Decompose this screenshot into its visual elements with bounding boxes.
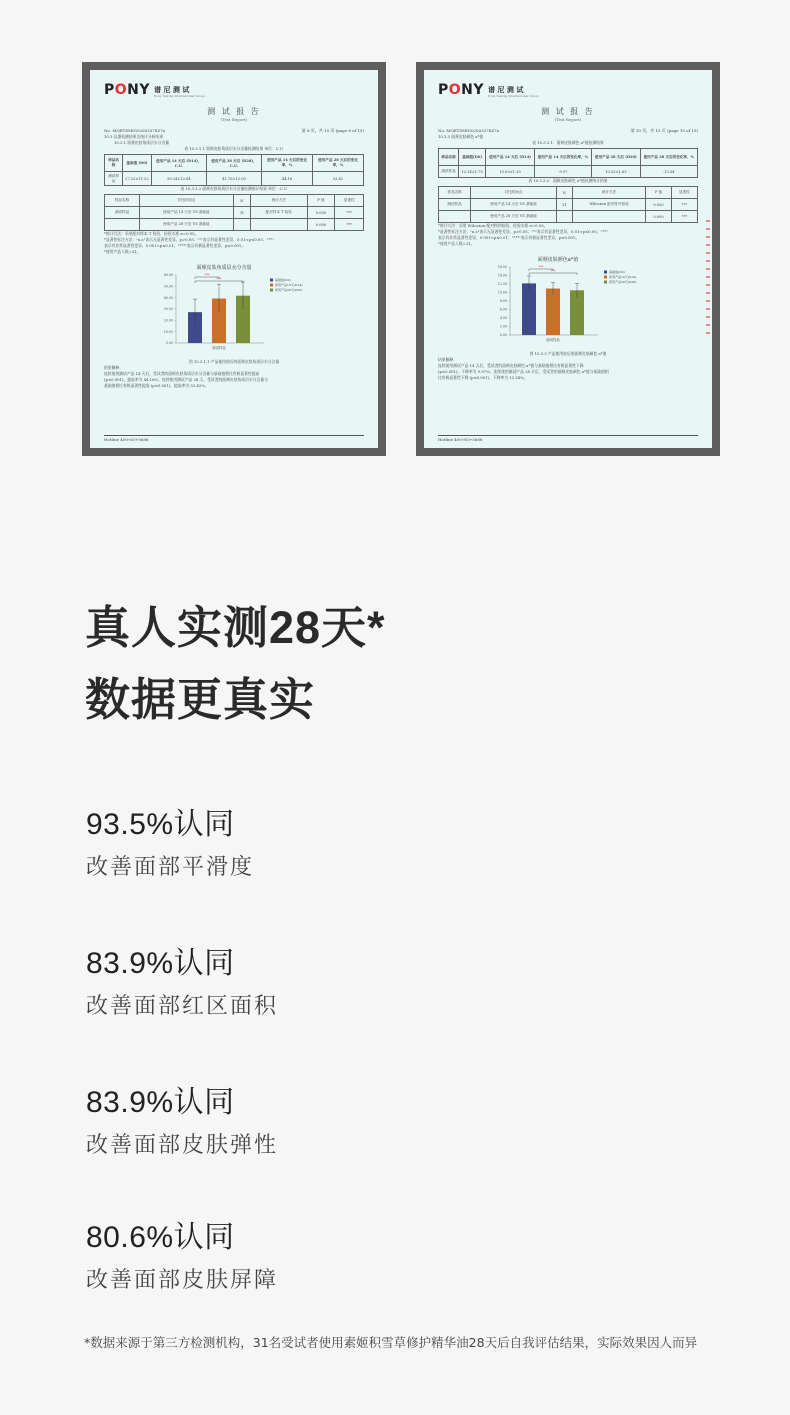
- legend-swatch: [270, 284, 273, 287]
- table-cell: 配对样本 T 检验: [250, 207, 307, 219]
- report-number: No. MQETSMIG02003378Z7a: [104, 128, 166, 133]
- conclusion-line: (p≤0.001)，下降率为 9.97%；连续使用测试产品 28 天后，受试者的面颊皮肤颜色 a*值与基础值相: [438, 369, 609, 374]
- legend-label: 使用产品28天(D28): [275, 288, 303, 292]
- logo-en: Pony Testing International Group: [154, 94, 205, 98]
- table-header-cell: N: [556, 187, 572, 199]
- legend-swatch: [270, 289, 273, 292]
- table-cell: -9.97: [534, 166, 591, 178]
- table-cell: 12.14±1.75: [459, 166, 486, 178]
- legend-swatch: [604, 271, 607, 274]
- table-cell: ***: [335, 219, 364, 231]
- y-tick-label: 4.00: [499, 316, 507, 321]
- report-footer: Hotline 400-819-5688: [438, 435, 698, 442]
- report-title: 测 试 报 告: [541, 107, 595, 116]
- table-header-cell: 样品名称: [105, 155, 123, 172]
- conclusion-line: 连续使用测试产品 14 天后，受试者的面颊皮肤颜色 a*值与基础值相比有极显著性下降: [438, 363, 584, 368]
- table1-caption: 表 10.3.1.1 面颊皮肤角质层水分含量检测结果 单位：C.U.: [184, 146, 284, 151]
- table-cell: [572, 211, 646, 223]
- stat-percent: 80.6%认同: [86, 1221, 235, 1254]
- table-cell: [439, 211, 471, 223]
- redness-chart: [468, 253, 668, 351]
- headline: [85, 592, 386, 736]
- y-tick-label: 0.00: [499, 333, 507, 338]
- legend-label: 使用产品14天(D14): [609, 275, 637, 279]
- subsection-heading: 10.3.1 面颊皮肤角质层水分含量: [114, 140, 170, 145]
- stat-item: [86, 1085, 278, 1161]
- table-cell: ***: [335, 207, 364, 219]
- stat-description: 改善面部皮肤弹性: [86, 1133, 279, 1158]
- y-tick-label: 0.00: [165, 341, 173, 346]
- x-category-label: 测试样品: [212, 346, 226, 350]
- red-seal-stamp: [706, 220, 710, 340]
- table-cell: 测试样品: [105, 207, 140, 219]
- y-tick-label: 12.00: [497, 282, 507, 287]
- table-cell: 使用产品 14 天后 VS 基础值: [471, 199, 557, 211]
- stat-description: 改善面部红区面积: [86, 994, 279, 1019]
- conclusion-title: 结果解释：: [104, 365, 123, 370]
- moisture-chart: [134, 261, 334, 359]
- table2-caption: 表 10.3.3.2：面颊皮肤颜色 a*值检测统计结果: [528, 178, 608, 183]
- table-header-cell: 样品名称: [439, 149, 459, 166]
- logo-cn: 谱 尼 测 试: [154, 86, 190, 94]
- table-cell: 0.000: [646, 211, 671, 223]
- table-cell: ***: [671, 199, 697, 211]
- table-cell: 44.16: [262, 172, 313, 186]
- note-line: *显著性标注方法："n.s"表示无显著性差异，p>0.05；"*"表示有显著性差异，0.01<p≤0.05；"**": [104, 237, 274, 242]
- table-header-cell: 基础值 (D0): [123, 155, 152, 172]
- conclusion-line: (p≤0.001)，提高率为 44.16%；连续使用测试产品 28 天，受试者的面颊皮肤角质层水分含量与: [104, 377, 268, 382]
- pony-logo: [104, 82, 364, 98]
- table-header-cell: 统计方法: [572, 187, 646, 199]
- stat-item: [86, 946, 278, 1022]
- table-header-cell: 对比时间点: [140, 195, 233, 207]
- chart-caption: 图 10.3.1.1 产品使用前后的面颊皮肤角质层水分含量: [188, 359, 280, 364]
- significance-label: ***: [204, 273, 210, 278]
- table-cell: 31: [233, 207, 250, 219]
- note-line: *使用产品人数=31。: [438, 241, 475, 246]
- table-header-cell: 使用产品 28 天后 (D28)，C.U.: [206, 155, 261, 172]
- legend-label: 基础值(D0): [275, 278, 291, 282]
- chart-title: 面颊皮肤角质层水分含量: [196, 265, 252, 271]
- conclusion-line: 连续使用测试产品 14 天后，受试者的面颊皮肤角质层水分含量与基础值相比有极显著性提高: [104, 371, 260, 376]
- table-cell: 测试样品: [105, 172, 123, 186]
- stats-table: [438, 186, 698, 223]
- legend-label: 使用产品14天(D14): [275, 283, 303, 287]
- note-line: *统计方法：采用配对样本 T 检验，检验水准 α=0.05。: [104, 231, 199, 236]
- table1-caption: 表 10.3.3.1：面颊皮肤颜色 a*值检测结果: [532, 140, 604, 145]
- table-cell: 0.000: [307, 207, 335, 219]
- logo-wordmark: PONY: [438, 82, 485, 98]
- y-tick-label: 6.00: [499, 307, 507, 312]
- table-cell: 使用产品 28 天后 VS 基础值: [140, 219, 233, 231]
- stat-percent: 83.9%认同: [86, 947, 235, 980]
- headline-line-1: 真人实测28天*: [85, 602, 386, 653]
- table-header-cell: 显著性: [671, 187, 697, 199]
- y-tick-label: 20.00: [163, 318, 173, 323]
- stat-percent: 93.5%认同: [86, 808, 235, 841]
- table-cell: 31: [556, 199, 572, 211]
- section-heading: 10.3.3 面颊皮肤颜色 a*值: [438, 134, 484, 139]
- table-cell: 41.76±12.00: [206, 172, 261, 186]
- table-cell: 测试样品: [439, 166, 459, 178]
- y-tick-label: 8.00: [499, 299, 507, 304]
- y-tick-label: 50.00: [163, 284, 173, 289]
- y-tick-label: 10.00: [497, 290, 507, 295]
- legend-swatch: [270, 279, 273, 282]
- table-header-cell: 使用产品 28 天后 (D28): [592, 149, 640, 166]
- table-cell: 0.000: [646, 199, 671, 211]
- table2-caption: 表 10.3.1.2 面颊皮肤角质层水分含量检测统计结果 单位：C.U.: [180, 186, 288, 191]
- table-header-cell: 使用产品 14 天后 (D14): [486, 149, 534, 166]
- stat-item: [86, 807, 254, 883]
- table-cell: 27.22±11.52: [123, 172, 152, 186]
- page-number: 第 8 页，共 15 页 (page 8 of 15): [301, 128, 364, 133]
- pony-logo: [438, 82, 698, 98]
- table-header-cell: 显著性: [335, 195, 364, 207]
- test-report-image-2: [416, 62, 720, 456]
- conclusion-line: 基础值相比有极显著性提高 (p≤0.001)，提高率为 53.42%。: [104, 383, 209, 388]
- stat-percent: 83.9%认同: [86, 1086, 235, 1119]
- table-header-cell: 使用产品 28 天后的变化率，%: [640, 149, 697, 166]
- legend-label: 使用产品28天(D28): [609, 280, 637, 284]
- logo-cn: 谱 尼 测 试: [488, 86, 524, 94]
- y-tick-label: 40.00: [163, 295, 173, 300]
- legend-label: 基础值(D0): [609, 270, 625, 274]
- stat-description: 改善面部平滑度: [86, 855, 255, 880]
- y-tick-label: 30.00: [163, 307, 173, 312]
- results-table: [104, 154, 364, 186]
- table-header-cell: 样品名称: [439, 187, 471, 199]
- conclusion-line: 比有极显著性下降 (p≤0.001)，下降率为 13.34%。: [438, 375, 528, 380]
- note-line: *统计方法：采用 Wilcoxon 配对秩和检验，检验水准 α=0.05。: [438, 223, 548, 228]
- stat-description: 改善面部皮肤屏障: [86, 1268, 279, 1293]
- table-cell: 使用产品 28 天后 VS 基础值: [471, 211, 557, 223]
- significance-label: ***: [538, 265, 544, 270]
- table-header-cell: N: [233, 195, 250, 207]
- report-footer: Hotline 400-819-5688: [104, 435, 364, 442]
- table-header-cell: 使用产品 28 天后的变化率，%: [313, 155, 364, 172]
- table-header-cell: 样品名称: [105, 195, 140, 207]
- table-cell: -13.34: [640, 166, 697, 178]
- report-number: No. MQETSMIG02003378Z7a: [438, 128, 500, 133]
- report-title: 测 试 报 告: [207, 107, 261, 116]
- y-tick-label: 10.00: [163, 329, 173, 334]
- table-cell: [250, 219, 307, 231]
- table-header-cell: 使用产品 14 天后的变化率，%: [262, 155, 313, 172]
- table-header-cell: P 值: [307, 195, 335, 207]
- table-cell: [233, 219, 250, 231]
- test-report-page: [90, 70, 378, 448]
- table-cell: 0.000: [307, 219, 335, 231]
- test-report-image-1: [82, 62, 386, 456]
- results-table: [438, 148, 698, 178]
- table-cell: 53.42: [313, 172, 364, 186]
- table-header-cell: 对比时间点: [471, 187, 557, 199]
- table-cell: 39.24±12.64: [151, 172, 206, 186]
- note-line: *显著性标注方法："n.s"表示无显著性差异，p>0.05；"*"表示有显著性差异，0.01<p≤0.05；"**": [438, 229, 608, 234]
- headline-line-2: 数据更真实: [85, 674, 316, 725]
- footnote: *数据来源于第三方检测机构，31名受试者使用素姬积雪草修护精华油28天后自我评估结果，实际效果因人而异: [84, 1335, 698, 1350]
- test-report-page: [424, 70, 712, 448]
- note-line: 表示有非常显著性差异，0.001<p≤0.01；"***"表示有极显著性差异，p≤0.001。: [104, 243, 246, 248]
- table-header-cell: P 值: [646, 187, 671, 199]
- report-subtitle: (Test Report): [554, 117, 582, 122]
- table-header-cell: 基础值(D0): [459, 149, 486, 166]
- stat-item: [86, 1220, 278, 1296]
- legend-swatch: [604, 281, 607, 284]
- table-cell: Wilcoxon 配对符号检验: [572, 199, 646, 211]
- table-cell: 10.93±1.39: [486, 166, 534, 178]
- page-number: 第 10 页，共 15 页 (page 10 of 15): [630, 128, 698, 133]
- table-header-cell: 使用产品 14 天后的变化率，%: [534, 149, 591, 166]
- section-heading: 10.3 仪器检测结果及统计分析结果: [104, 134, 164, 139]
- conclusion-title: 结果解释：: [438, 357, 457, 362]
- table-cell: ***: [671, 211, 697, 223]
- table-header-cell: 统计方法: [250, 195, 307, 207]
- logo-wordmark: PONY: [104, 82, 151, 98]
- chart-bar: [546, 289, 560, 335]
- y-tick-label: 60.00: [163, 273, 173, 278]
- significance-label: ***: [216, 277, 222, 282]
- report-subtitle: (Test Report): [220, 117, 248, 122]
- table-cell: 10.52±1.63: [592, 166, 640, 178]
- stats-table: [104, 194, 364, 231]
- legend-swatch: [604, 276, 607, 279]
- y-tick-label: 16.00: [497, 265, 507, 270]
- note-line: 表示有非常显著性差异，0.001<p≤0.01；"***"表示有极显著性差异，p≤0.001。: [438, 235, 580, 240]
- x-category-label: 测试样品: [546, 338, 560, 342]
- table-cell: [556, 211, 572, 223]
- significance-label: ***: [550, 269, 556, 274]
- note-line: *使用产品人数=31。: [104, 249, 141, 254]
- logo-en: Pony Testing International Group: [488, 94, 539, 98]
- table-cell: [105, 219, 140, 231]
- chart-title: 面颊皮肤颜色a*值: [537, 257, 579, 263]
- table-cell: 测试样品: [439, 199, 471, 211]
- table-header-cell: 使用产品 14 天后 (D14)，C.U.: [151, 155, 206, 172]
- chart-caption: 图 10.3.3 产品使用前后的面颊皮肤颜色 a*值: [529, 351, 607, 356]
- y-tick-label: 2.00: [499, 324, 507, 329]
- y-tick-label: 14.00: [497, 273, 507, 278]
- table-cell: 使用产品 14 天后 VS 基础值: [140, 207, 233, 219]
- chart-bar: [522, 283, 536, 335]
